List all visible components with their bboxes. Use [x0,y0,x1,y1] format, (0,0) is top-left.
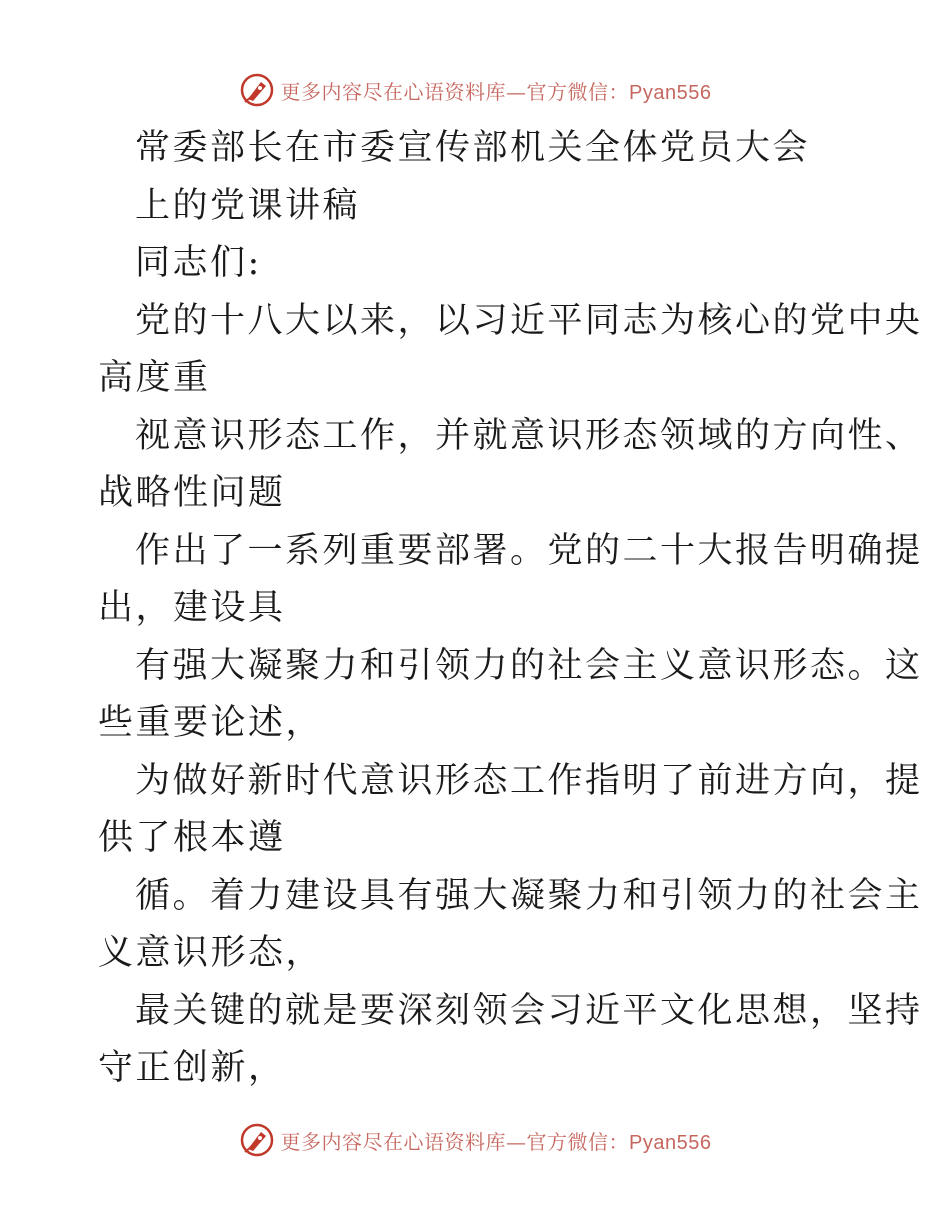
doc-title-line-2: 上的党课讲稿 [135,185,361,226]
doc-line: 出，建设具 [98,588,286,628]
doc-line: 党的十八大以来，以习近平同志为核心的党中央 [135,300,923,341]
header-banner-text [281,76,712,105]
doc-salutation: 同志们: [135,243,262,283]
doc-line: 些重要论述， [98,703,324,743]
doc-line: 最关键的就是要深刻领会习近平文化思想，坚持 [135,990,923,1031]
doc-line: 守正创新， [98,1048,286,1088]
doc-line: 有强大凝聚力和引领力的社会主义意识形态。这 [135,645,923,686]
doc-line: 义意识形态， [98,933,324,973]
header-banner-official: 官方微信： [526,79,630,104]
doc-line: 循。着力建设具有强大凝聚力和引领力的社会主 [135,875,923,916]
header-banner-main: 更多内容尽在心语资料库 [280,79,507,104]
footer-banner-official: 官方微信： [526,1129,630,1154]
footer-banner [0,1120,950,1160]
header-banner-account: Pyan556 [629,81,712,104]
doc-line: 为做好新时代意识形态工作指明了前进方向，提 [135,760,923,801]
footer-banner-text [281,1126,712,1155]
footer-banner-separator: — [506,1129,527,1154]
doc-line: 高度重 [98,358,211,398]
footer-banner-main: 更多内容尽在心语资料库 [280,1129,507,1154]
header-banner [0,70,950,110]
pen-nib-logo-icon [239,72,275,108]
doc-title-line-1: 常委部长在市委宣传部机关全体党员大会 [135,128,811,168]
pen-nib-logo-icon [239,1122,275,1158]
doc-line: 视意识形态工作，并就意识形态领域的方向性、 [135,415,923,456]
doc-line: 作出了一系列重要部署。党的二十大报告明确提 [135,530,923,571]
doc-line: 战略性问题 [98,473,286,513]
doc-line: 供了根本遵 [98,818,286,858]
footer-banner-account: Pyan556 [629,1131,712,1154]
header-banner-separator: — [506,79,527,104]
document-body [98,120,923,1098]
